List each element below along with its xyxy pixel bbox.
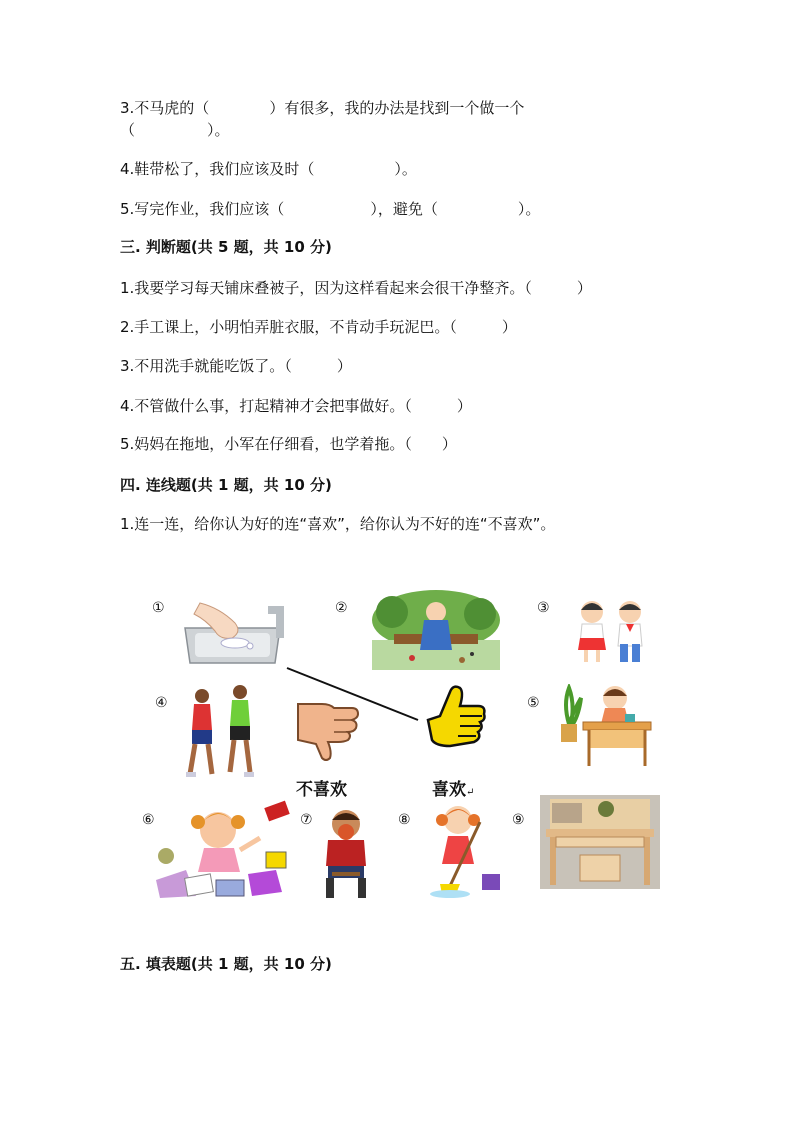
- thumbs-down-icon[interactable]: [294, 700, 360, 762]
- messy-room-picture[interactable]: [156, 800, 296, 900]
- item-number-9: ⑨: [512, 812, 525, 828]
- like-label[interactable]: [432, 775, 474, 800]
- two-children-picture[interactable]: [570, 598, 652, 664]
- judge-item-4: 4.不管做什么事，打起精神才会把事做好。（ ）: [120, 397, 472, 415]
- item-number-5: ⑤: [527, 695, 540, 711]
- question-text: ）。: [394, 160, 417, 178]
- question-text: （: [120, 121, 136, 139]
- question-3-line-1: [120, 97, 524, 118]
- question-text: 4.鞋带松了，我们应该及时（: [120, 160, 315, 178]
- item-number-4: ④: [155, 695, 168, 711]
- question-3-line-2: [120, 119, 230, 140]
- runners-picture[interactable]: [182, 682, 262, 787]
- item-number-3: ③: [537, 600, 550, 616]
- question-text: ）。: [207, 121, 230, 139]
- dislike-label[interactable]: 不喜欢: [296, 780, 347, 800]
- section-3-title: 三. 判断题(共 5 题，共 10 分): [120, 238, 332, 256]
- hand-washing-picture[interactable]: [180, 598, 290, 668]
- girl-mopping-picture[interactable]: [428, 802, 504, 898]
- return-mark: ↵: [466, 787, 475, 798]
- section-4-title: 四. 连线题(共 1 题，共 10 分): [120, 476, 332, 494]
- item-number-2: ②: [335, 600, 348, 616]
- question-text: ），避免（: [370, 200, 438, 218]
- section-5-title: 五. 填表题(共 1 题，共 10 分): [120, 955, 332, 973]
- judge-item-3: 3.不用洗手就能吃饭了。（ ）: [120, 357, 352, 375]
- matching-area: [0, 580, 794, 910]
- judge-item-2: 2.手工课上，小明怕弄脏衣服，不肯动手玩泥巴。（ ）: [120, 318, 517, 336]
- judge-item-1: 1.我要学习每天铺床叠被子，因为这样看起来会很干净整齐。（ ）: [120, 279, 592, 297]
- matching-question: 1.连一连，给你认为好的连“喜欢”，给你认为不好的连“不喜欢”。: [120, 515, 556, 533]
- wooden-desk-picture[interactable]: [540, 795, 660, 889]
- item-number-7: ⑦: [300, 812, 313, 828]
- question-text: 3.不马虎的（: [120, 99, 210, 117]
- thumbs-up-icon[interactable]: [420, 682, 488, 754]
- like-label-text: 喜欢: [432, 780, 466, 800]
- item-number-8: ⑧: [398, 812, 411, 828]
- item-number-6: ⑥: [142, 812, 155, 828]
- question-text: ）。: [517, 200, 541, 218]
- child-at-desk-picture[interactable]: [555, 684, 655, 768]
- boy-eating-picture[interactable]: [318, 806, 374, 900]
- question-4: [120, 158, 417, 179]
- park-littering-picture[interactable]: [372, 590, 500, 670]
- item-number-1: ①: [152, 600, 165, 616]
- question-text: ）有很多，我的办法是找到一个做一个: [269, 99, 525, 117]
- judge-item-5: 5.妈妈在拖地，小军在仔细看，也学着拖。（ ）: [120, 435, 457, 453]
- question-5: [120, 198, 540, 219]
- question-text: 5.写完作业，我们应该（: [120, 200, 285, 218]
